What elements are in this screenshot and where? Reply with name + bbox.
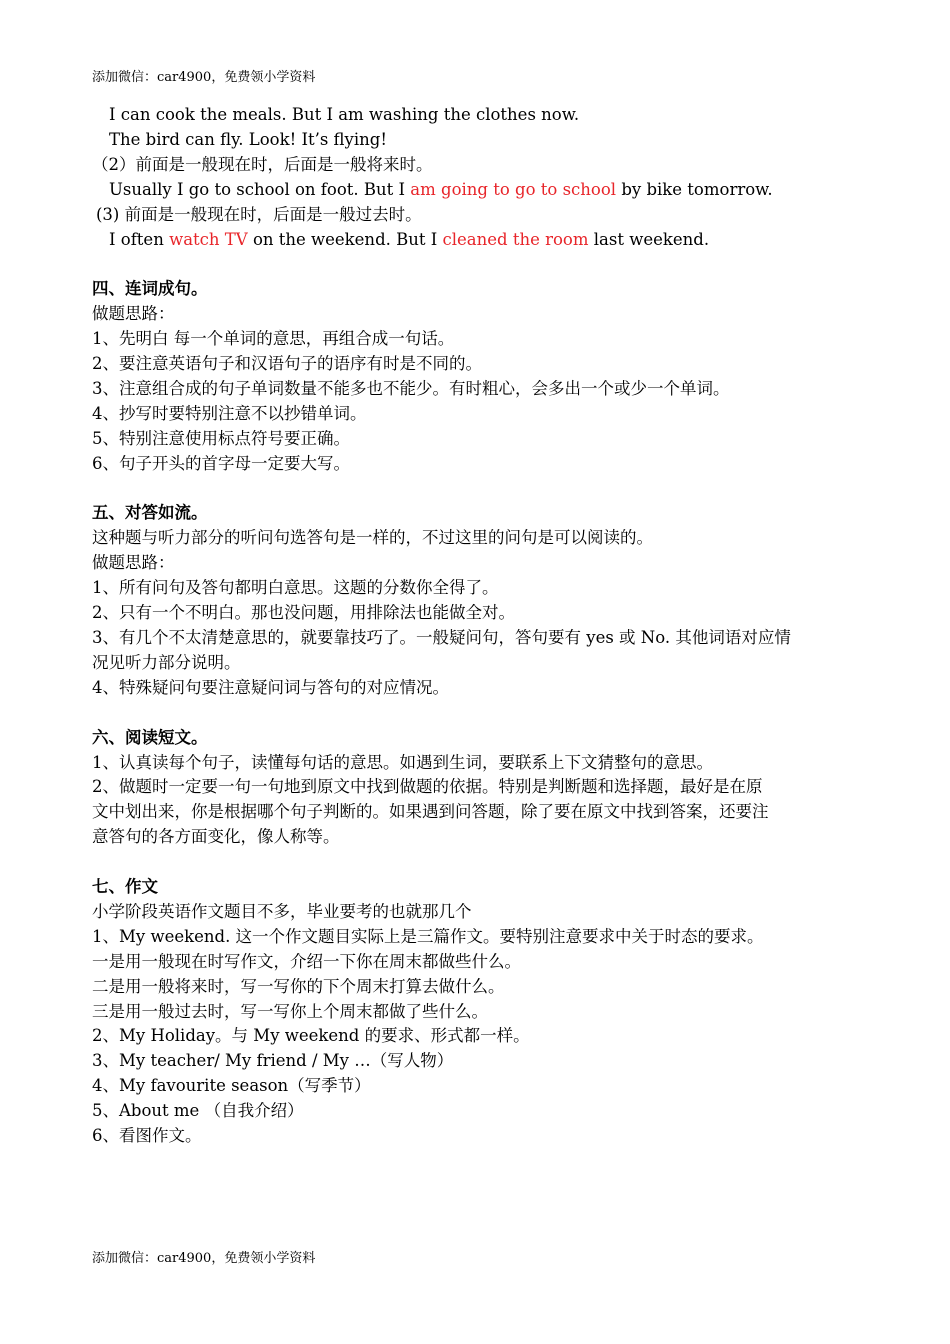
section-4-line: 5、特别注意使用标点符号要正确。 bbox=[92, 428, 350, 448]
section-5-line: 做题思路： bbox=[92, 553, 175, 573]
section-7-line: 三是用一般过去时，写一写你上个周末都做了些什么。 bbox=[92, 1001, 488, 1021]
section-7-line: 4、My favourite season（写季节） bbox=[92, 1076, 371, 1096]
section-4-line: 6、句子开头的首字母一定要大写。 bbox=[92, 453, 350, 473]
section-5-line: 2、只有一个不明白。那也没问题，用排除法也能做全对。 bbox=[92, 603, 515, 623]
section-4-line: 做题思路： bbox=[92, 304, 175, 324]
rule-2-line: （2）前面是一般现在时，后面是一般将来时。 bbox=[92, 154, 433, 174]
document-body bbox=[92, 103, 867, 1149]
section-7-line: 5、About me （自我介绍） bbox=[92, 1101, 304, 1121]
example-line-1: I can cook the meals. But I am washing the clothes now. bbox=[109, 105, 580, 124]
example-line-4 bbox=[92, 228, 867, 253]
section-7-line: 一是用一般现在时写作文，介绍一下你在周末都做些什么。 bbox=[92, 951, 521, 971]
section-7-line: 6、看图作文。 bbox=[92, 1126, 202, 1146]
section-6-line: 文中划出来，你是根据哪个句子判断的。如果遇到问答题，除了要在原文中找到答案，还要注 bbox=[92, 802, 769, 822]
section-4-line: 4、抄写时要特别注意不以抄错单词。 bbox=[92, 403, 367, 423]
text-segment: on the weekend. But I bbox=[247, 229, 443, 249]
section-6-title: 六、阅读短文。 bbox=[92, 727, 208, 747]
section-4-title: 四、连词成句。 bbox=[92, 279, 208, 299]
section-4-line: 3、注意组合成的句子单词数量不能多也不能少。有时粗心，会多出一个或少一个单词。 bbox=[92, 378, 730, 398]
section-6-line: 2、做题时一定要一句一句地到原文中找到做题的依据。特别是判断题和选择题，最好是在原 bbox=[92, 777, 763, 797]
section-5-line: 3、有几个不太清楚意思的，就要靠技巧了。一般疑问句，答句要有 yes 或 No. 其他词语对应情 bbox=[92, 628, 791, 647]
section-5-title: 五、对答如流。 bbox=[92, 503, 208, 523]
rule-3-line: (3) 前面是一般现在时，后面是一般过去时。 bbox=[96, 204, 422, 224]
section-7-line: 1、My weekend. 这一个作文题目实际上是三篇作文。要特别注意要求中关于时态的要求。 bbox=[92, 926, 764, 946]
section-6-line: 意答句的各方面变化，像人称等。 bbox=[92, 827, 340, 847]
section-5-line: 1、所有问句及答句都明白意思。这题的分数你全得了。 bbox=[92, 578, 499, 598]
text-segment: Usually I go to school on foot. But I bbox=[109, 179, 411, 199]
section-6-line: 1、认真读每个句子，读懂每句话的意思。如遇到生词，要联系上下文猜整句的意思。 bbox=[92, 752, 713, 772]
highlight-past-tense: cleaned the room bbox=[442, 229, 589, 249]
section-5-line: 这种题与听力部分的听问句选答句是一样的，不过这里的问句是可以阅读的。 bbox=[92, 528, 653, 548]
section-7-line: 2、My Holiday。与 My weekend 的要求、形式都一样。 bbox=[92, 1026, 530, 1046]
text-segment: last weekend. bbox=[588, 229, 710, 249]
section-7-title: 七、作文 bbox=[92, 877, 158, 897]
section-7-line: 小学阶段英语作文题目不多，毕业要考的也就那几个 bbox=[92, 901, 472, 921]
highlight-present-tense: watch TV bbox=[169, 229, 248, 249]
section-7-line: 3、My teacher/ My friend / My …（写人物） bbox=[92, 1051, 454, 1071]
section-7-line: 二是用一般将来时，写一写你的下个周末打算去做什么。 bbox=[92, 976, 505, 996]
example-line-2: The bird can fly. Look! It’s flying! bbox=[109, 129, 387, 149]
section-5-line: 4、特殊疑问句要注意疑问词与答句的对应情况。 bbox=[92, 677, 449, 697]
text-segment: I often bbox=[109, 229, 170, 249]
example-line-3 bbox=[92, 178, 867, 203]
highlight-future-tense: am going to go to school bbox=[410, 179, 617, 199]
section-5-line: 况见听力部分说明。 bbox=[92, 652, 241, 672]
page-footer: 添加微信：car4900，免费领小学资料 bbox=[92, 1251, 316, 1266]
text-segment: by bike tomorrow. bbox=[616, 179, 773, 199]
section-4-line: 1、先明白 每一个单词的意思，再组合成一句话。 bbox=[92, 329, 455, 349]
page-header: 添加微信：car4900，免费领小学资料 bbox=[92, 70, 316, 85]
section-4-line: 2、要注意英语句子和汉语句子的语序有时是不同的。 bbox=[92, 354, 482, 374]
